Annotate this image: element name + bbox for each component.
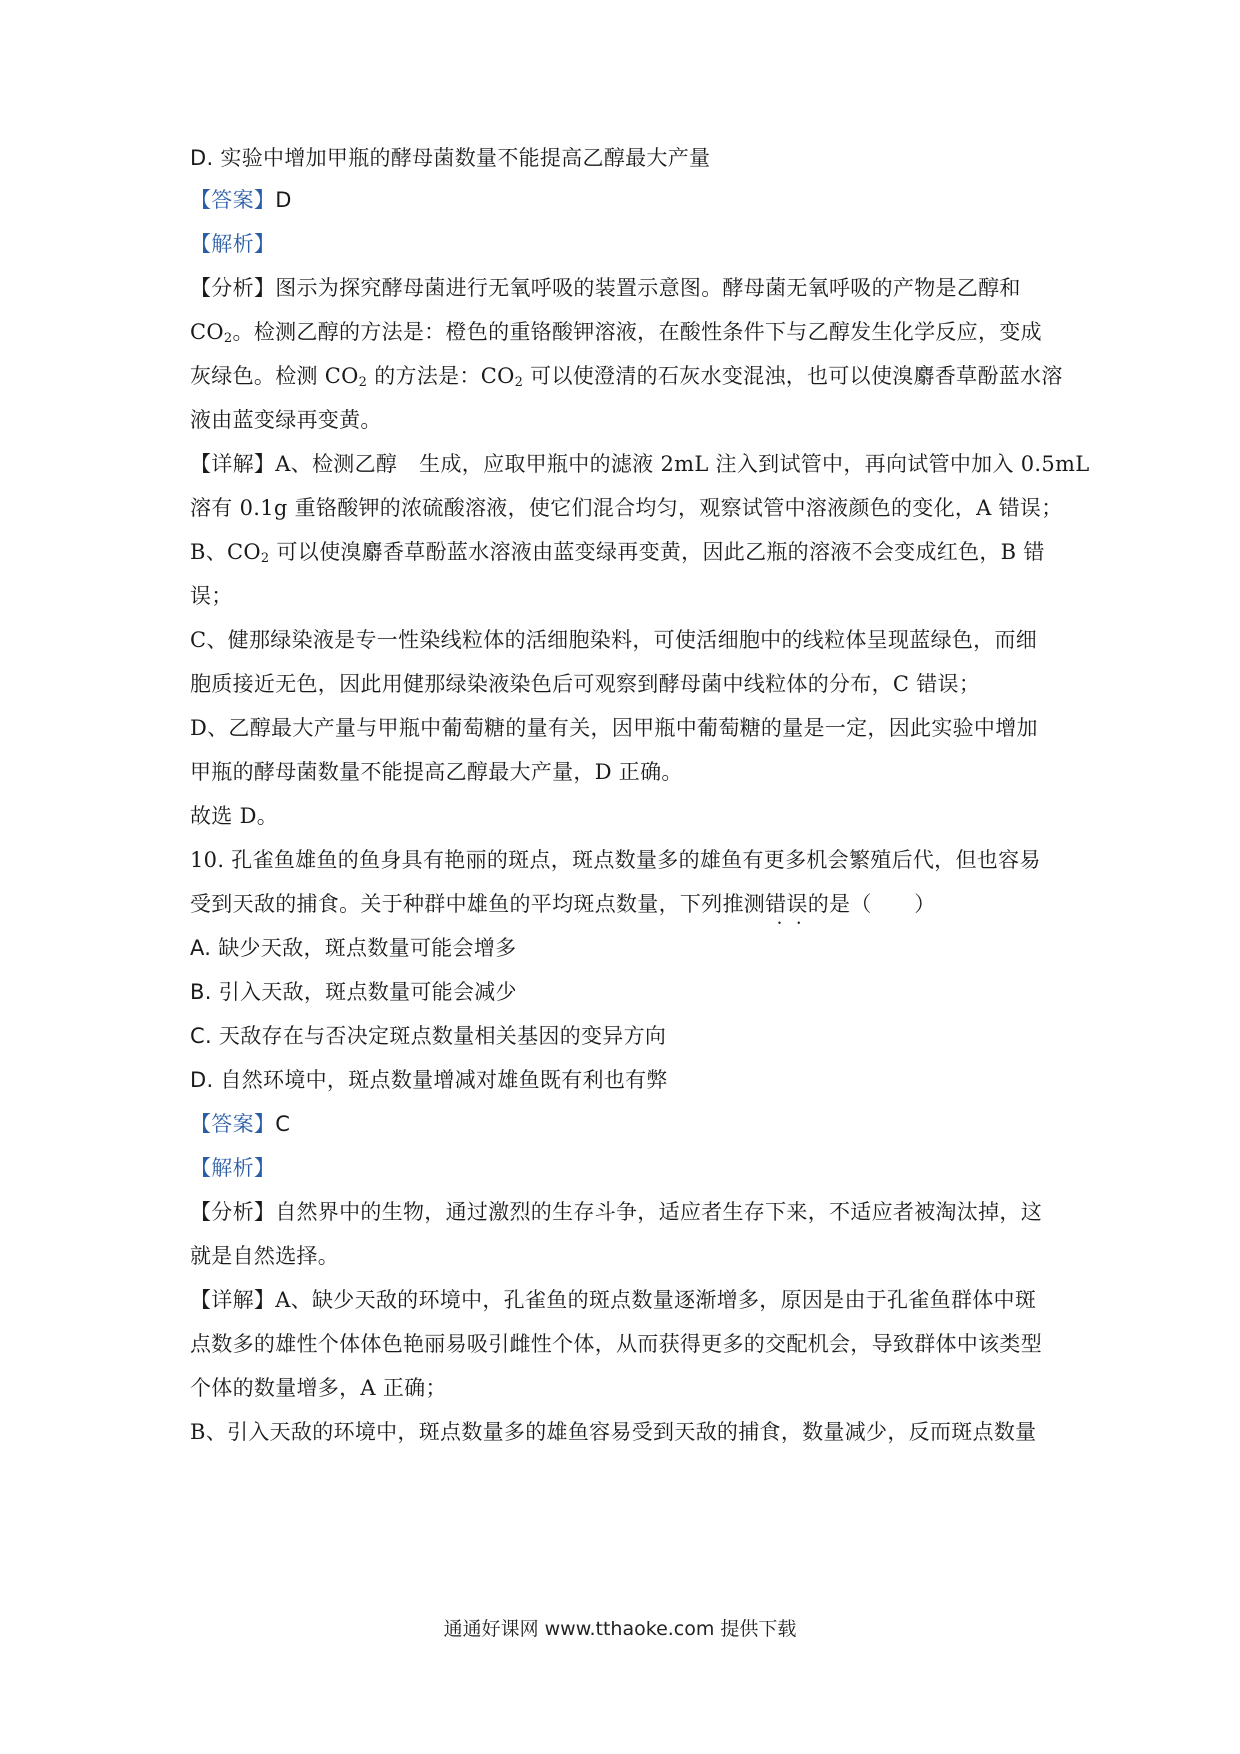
answer-line-10 [190, 1110, 1062, 1138]
answer-value: C [275, 1112, 291, 1136]
detail-line: B、引入天敌的环境中，斑点数量多的雄鱼容易受到天敌的捕食，数量减少，反而斑点数量 [190, 1420, 1037, 1444]
option-d-previous: D. 实验中增加甲瓶的酵母菌数量不能提高乙醇最大产量 [190, 146, 711, 170]
answer-tag: 【答案】 [190, 188, 276, 212]
detail-line: C、健那绿染液是专一性染线粒体的活细胞染料，可使活细胞中的线粒体呈现蓝绿色，而细 [190, 628, 1038, 652]
page-footer: 通通好课网 www.tthaoke.com 提供下载 [443, 1618, 797, 1640]
analysis-line: 就是自然选择。 [190, 1244, 340, 1268]
detail-line: D、乙醇最大产量与甲瓶中葡萄糖的量有关，因甲瓶中葡萄糖的量是一定，因此实验中增加 [190, 716, 1038, 740]
detail-line: 甲瓶的酵母菌数量不能提高乙醇最大产量，D 正确。 [190, 760, 683, 784]
analysis-line: 【分析】自然界中的生物，通过激烈的生存斗争，适应者生存下来，不适应者被淘汰掉，这 [190, 1200, 1042, 1224]
conclusion-line: 故选 D。 [190, 804, 279, 828]
answer-tag: 【答案】 [190, 1112, 276, 1136]
option-d: D. 自然环境中，斑点数量增减对雄鱼既有利也有弊 [190, 1068, 668, 1092]
analysis-line: 液由蓝变绿再变黄。 [190, 408, 382, 432]
detail-line: B、$CO_2$ 可以使溴麝香草酚蓝水溶液由蓝变绿再变黄，因此乙瓶的溶液不会变成红色，B 错 [190, 540, 1045, 566]
analysis-line: $CO_2$。检测乙醇的方法是：橙色的重铬酸钾溶液，在酸性条件下与乙醇发生化学反应，变成 [190, 320, 1042, 346]
detail-line: 点数多的雄性个体体色艳丽易吸引雌性个体，从而获得更多的交配机会，导致群体中该类型 [190, 1332, 1042, 1356]
detail-line: 【详解】A、缺少天敌的环境中，孔雀鱼的斑点数量逐渐增多，原因是由于孔雀鱼群体中斑 [190, 1288, 1037, 1312]
detail-line: 个体的数量增多，A 正确； [190, 1376, 447, 1400]
option-a: A. 缺少天敌，斑点数量可能会增多 [190, 936, 517, 960]
emphasis-marked-text: 错误 • • [765, 892, 808, 916]
option-c: C. 天敌存在与否决定斑点数量相关基因的变异方向 [190, 1024, 667, 1048]
detail-line: 溶有 0.1g 重铬酸钾的浓硫酸溶液，使它们混合均匀，观察试管中溶液颜色的变化，A 错误； [190, 496, 1063, 520]
detail-line: 胞质接近无色，因此用健那绿染液染色后可观察到酵母菌中线粒体的分布，C 错误； [190, 672, 981, 696]
answer-value: D [275, 188, 292, 212]
option-b: B. 引入天敌，斑点数量可能会减少 [190, 980, 517, 1004]
analysis-tag: 【解析】 [190, 1156, 276, 1180]
question-10-stem: 10. 孔雀鱼雄鱼的鱼身具有艳丽的斑点，斑点数量多的雄鱼有更多机会繁殖后代，但也容易 [190, 848, 1041, 872]
detail-line: 【详解】A、检测乙醇 生成，应取甲瓶中的滤液 2mL 注入到试管中，再向试管中加入 0.5mL [190, 452, 1090, 476]
analysis-line: 【分析】图示为探究酵母菌进行无氧呼吸的装置示意图。酵母菌无氧呼吸的产物是乙醇和 [190, 276, 1021, 300]
answer-line-9 [190, 186, 1062, 214]
analysis-tag: 【解析】 [190, 232, 276, 256]
detail-line: 误； [190, 584, 233, 608]
analysis-line: 灰绿色。检测 $CO_2$ 的方法是：$CO_2$ 可以使澄清的石灰水变混浊，也可以使溴麝香草酚蓝水溶 [190, 364, 1063, 390]
question-10-stem: 受到天敌的捕食。关于种群中雄鱼的平均斑点数量，下列推测错误 • •的是（ ） [190, 890, 1062, 918]
